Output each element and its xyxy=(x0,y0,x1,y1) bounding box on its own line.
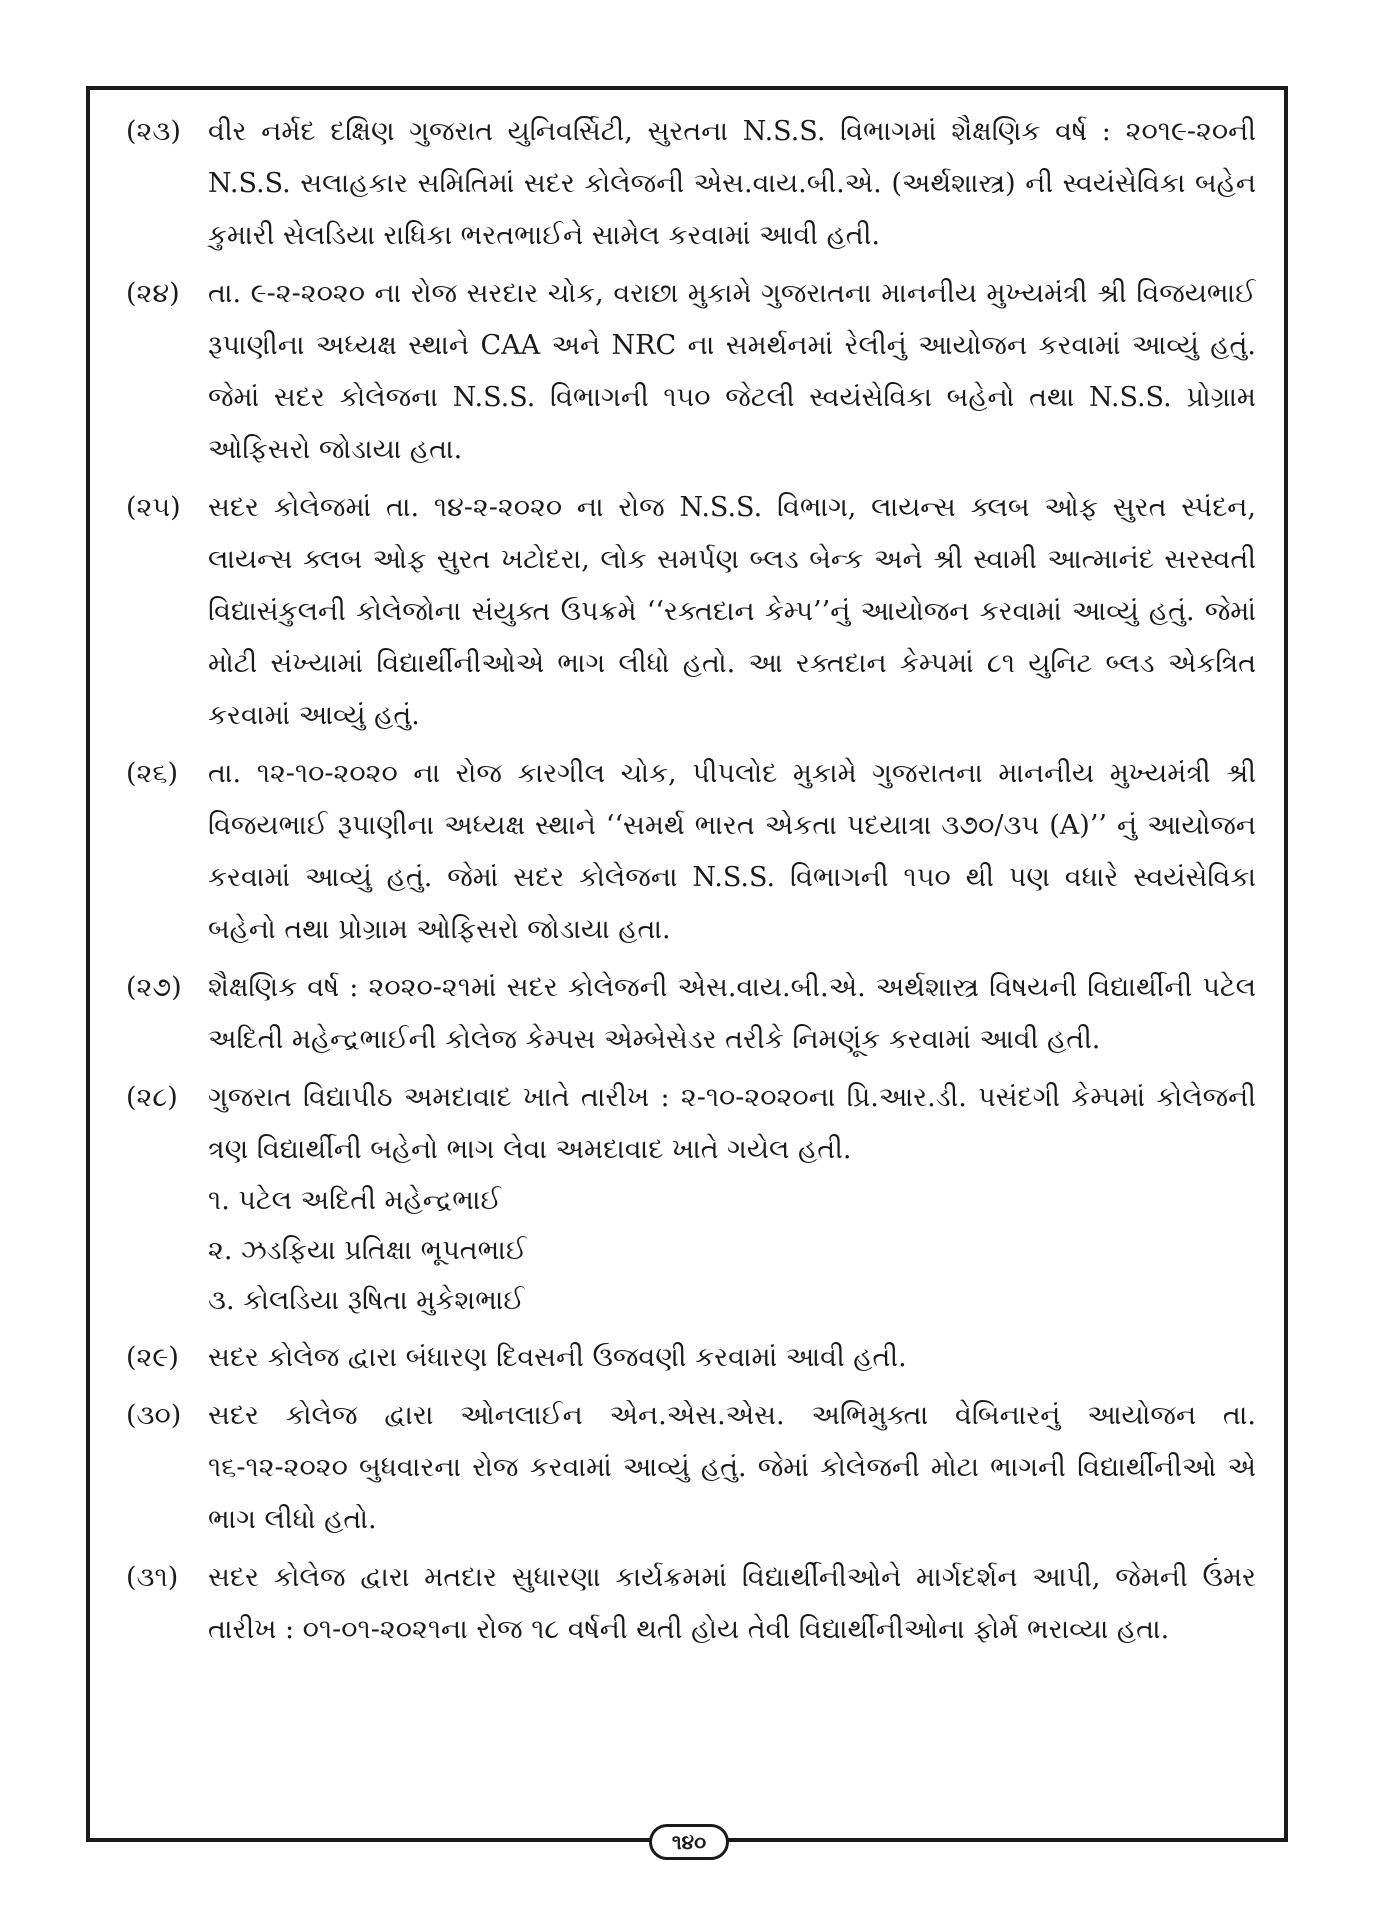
participant-item: ૩. કોલડિયા રૂષિતા મુકેશભાઈ xyxy=(208,1285,525,1316)
list-item-28 xyxy=(126,1072,1256,1326)
list-item-31 xyxy=(126,1552,1256,1656)
item-text: વીર નર્મદ દક્ષિણ ગુજરાત યુનિવર્સિટી, સુરતના N.S.S. વિભાગમાં શૈક્ષણિક વર્ષ : ૨૦૧૯-૨૦ની N.S.S. સલાહકાર સમિતિમાં સદર કોલેજની એસ.વાય.બી.એ. (અર્થશાસ્ત્ર) ની સ્વયંસેવિકા બહેન કુમારી સેલડિયા રાધિકા ભરતભાઈને સામેલ કરવામાં આવી હતી. xyxy=(208,116,1256,251)
item-number: (૨૭) xyxy=(126,972,182,1003)
item-text: તા. ૯-૨-૨૦૨૦ ના રોજ સરદાર ચોક, વરાછા મુકામે ગુજરાતના માનનીય મુખ્યમંત્રી શ્રી વિજયભાઈ રૂપાણીના અધ્યક્ષ સ્થાને CAA અને NRC ના સમર્થનમાં રેલીનું આયોજન કરવામાં આવ્યું હતું. જેમાં સદર કોલેજના N.S.S. વિભાગની ૧૫૦ જેટલી સ્વયંસેવિકા બહેનો તથા N.S.S. પ્રોગ્રામ ઓફિસરો જોડાયા હતા. xyxy=(208,278,1256,465)
item-text: ગુજરાત વિદ્યાપીઠ અમદાવાદ ખાતે તારીખ : ૨-૧૦-૨૦૨૦ના પ્રિ.આર.ડી. પસંદગી કેમ્પમાં કોલેજની ત્રણ વિદ્યાર્થીની બહેનો ભાગ લેવા અમદાવાદ ખાતે ગયેલ હતી. xyxy=(208,1082,1256,1165)
item-number: (૨૮) xyxy=(126,1082,178,1113)
list-item-23 xyxy=(126,106,1256,262)
participant-item: ૨. ઝડફિયા પ્રતિક્ષા ભૂપતભાઈ xyxy=(208,1235,527,1266)
document-body xyxy=(126,106,1256,1806)
item-text: તા. ૧૨-૧૦-૨૦૨૦ ના રોજ કારગીલ ચોક, પીપલોદ મુકામે ગુજરાતના માનનીય મુખ્યમંત્રી શ્રી વિજયભાઈ રૂપાણીના અધ્યક્ષ સ્થાને ‘‘સમર્થ ભારત એકતા પદયાત્રા ૩૭૦/૩૫ (A)’’ નું આયોજન કરવામાં આવ્યું હતું. જેમાં સદર કોલેજના N.S.S. વિભાગની ૧૫૦ થી પણ વધારે સ્વયંસેવિકા બહેનો તથા પ્રોગ્રામ ઓફિસરો જોડાયા હતા. xyxy=(208,758,1256,945)
list-item-27 xyxy=(126,962,1256,1066)
item-number: (૨૩) xyxy=(126,116,181,147)
item-number: (૨૯) xyxy=(126,1342,179,1373)
item-number: (૨૫) xyxy=(126,492,181,523)
item-text: શૈક્ષણિક વર્ષ : ૨૦૨૦-૨૧માં સદર કોલેજની એસ.વાય.બી.એ. અર્થશાસ્ત્ર વિષયની વિદ્યાર્થીની પટેલ અદિતી મહેન્દ્રભાઈની કોલેજ કેમ્પસ એમ્બેસેડર તરીકે નિમણૂંક કરવામાં આવી હતી. xyxy=(208,972,1256,1055)
list-item-25 xyxy=(126,482,1256,742)
item-number: (૩૦) xyxy=(126,1400,182,1431)
item-text: સદર કોલેજ દ્વારા ઓનલાઈન એન.એસ.એસ. અભિમુક્તા વેબિનારનું આયોજન તા. ૧૬-૧૨-૨૦૨૦ બુધવારના રોજ કરવામાં આવ્યું હતું. જેમાં કોલેજની મોટા ભાગની વિદ્યાર્થીનીઓ એ ભાગ લીધો હતો. xyxy=(208,1400,1256,1535)
item-text: સદર કોલેજમાં તા. ૧૪-૨-૨૦૨૦ ના રોજ N.S.S. વિભાગ, લાયન્સ ક્લબ ઓફ સુરત સ્પંદન, લાયન્સ ક્લબ ઓફ સુરત ખટોદરા, લોક સમર્પણ બ્લડ બેન્ક અને શ્રી સ્વામી આત્માનંદ સરસ્વતી વિદ્યાસંકુલની કોલેજોના સંયુક્ત ઉપક્રમે ‘‘રક્તદાન કેમ્પ’’નું આયોજન કરવામાં આવ્યું હતું. જેમાં મોટી સંખ્યામાં વિદ્યાર્થીનીઓએ ભાગ લીધો હતો. આ રક્તદાન કેમ્પમાં ૮૧ યુનિટ બ્લડ એકત્રિત કરવામાં આવ્યું હતું. xyxy=(208,492,1256,731)
participant-list xyxy=(208,1176,1256,1326)
list-item-26 xyxy=(126,748,1256,956)
page-number: ૧૪૦ xyxy=(649,1824,729,1860)
item-text: સદર કોલેજ દ્વારા બંધારણ દિવસની ઉજવણી કરવામાં આવી હતી. xyxy=(208,1342,907,1373)
list-item-24 xyxy=(126,268,1256,476)
item-content xyxy=(208,1072,1256,1326)
list-item-29 xyxy=(126,1332,1256,1384)
item-number: (૨૬) xyxy=(126,758,179,789)
item-text: સદર કોલેજ દ્વારા મતદાર સુધારણા કાર્યક્રમમાં વિદ્યાર્થીનીઓને માર્ગદર્શન આપી, જેમની ઉંમર તારીખ : ૦૧-૦૧-૨૦૨૧ના રોજ ૧૮ વર્ષની થતી હોય તેવી વિદ્યાર્થીનીઓના ફોર્મ ભરાવ્યા હતા. xyxy=(208,1562,1256,1645)
item-number: (૩૧) xyxy=(126,1562,179,1593)
participant-item: ૧. પટેલ અદિતી મહેન્દ્રભાઈ xyxy=(208,1185,502,1216)
list-item-30 xyxy=(126,1390,1256,1546)
item-number: (૨૪) xyxy=(126,278,180,309)
